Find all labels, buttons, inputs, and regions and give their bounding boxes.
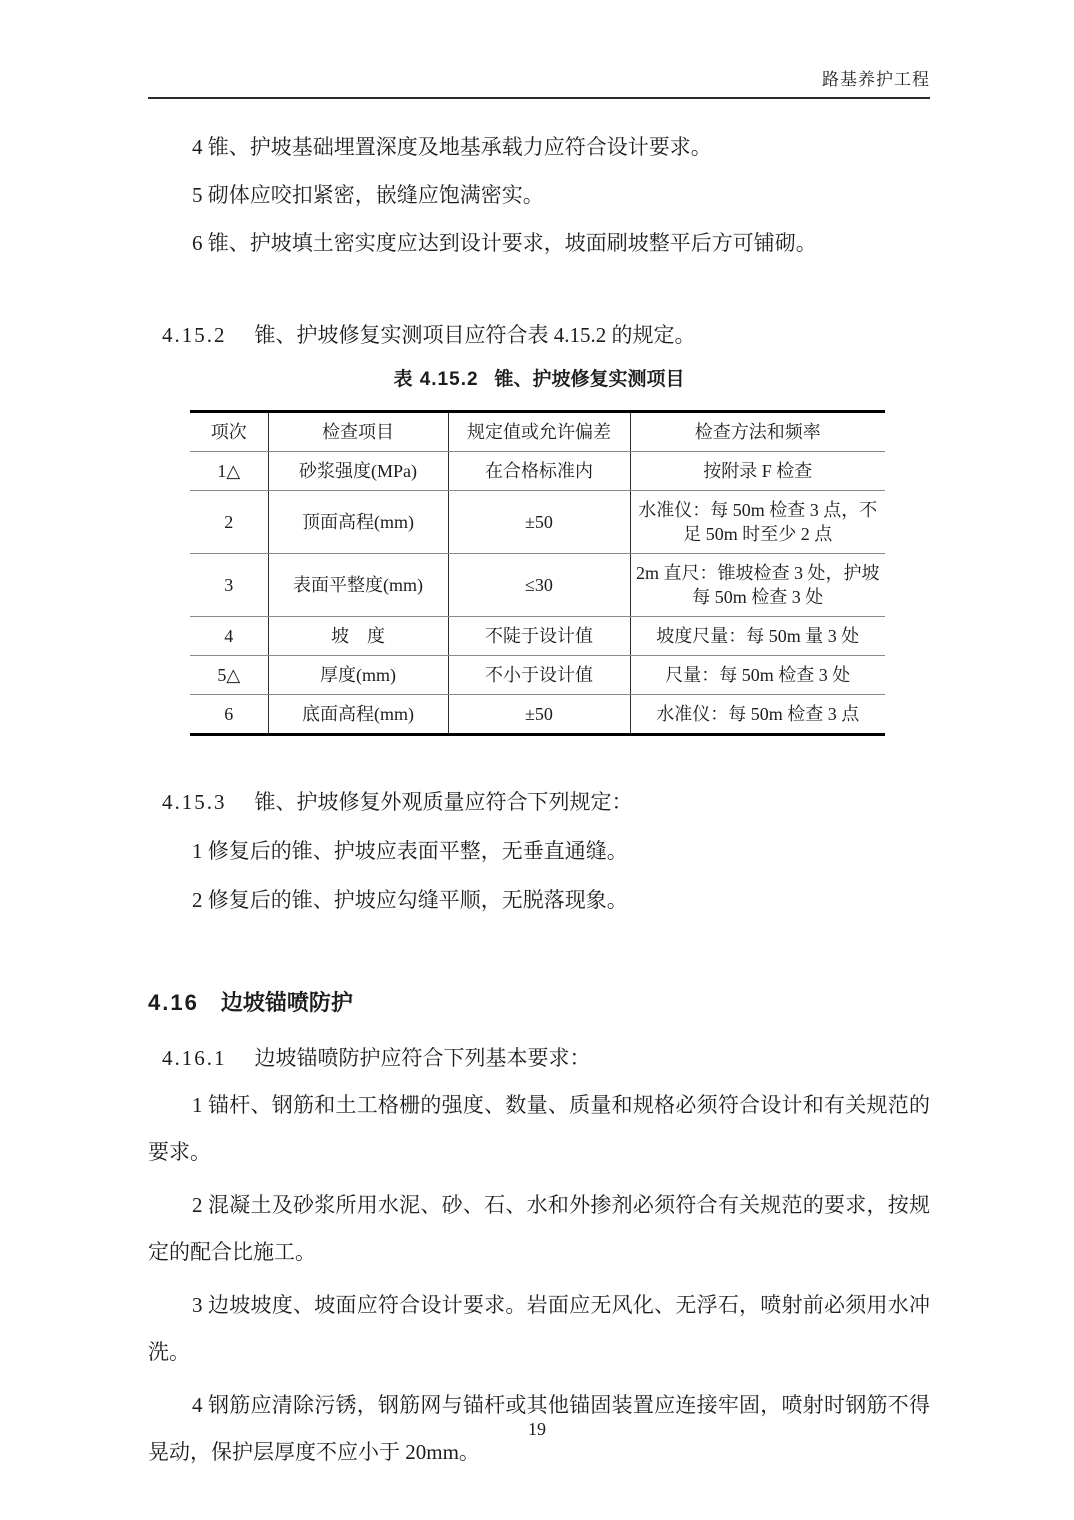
table-caption-title: 锥、护坡修复实测项目 xyxy=(494,369,685,390)
section-text: 锥、护坡修复外观质量应符合下列规定： xyxy=(254,790,633,814)
section-heading-4-15-3 xyxy=(148,790,930,814)
clause-item: 2 混凝土及砂浆所用水泥、砂、石、水和外掺剂必须符合有关规范的要求，按规定的配合比施工。 xyxy=(148,1193,930,1264)
table-cell: 4 xyxy=(190,617,268,656)
page-number: 19 xyxy=(528,1419,546,1439)
clause-item: 3 边坡坡度、坡面应符合设计要求。岩面应无风化、无浮石，喷射前必须用水冲洗。 xyxy=(148,1293,930,1364)
section-text: 锥、护坡修复实测项目应符合表 4.15.2 的规定。 xyxy=(254,323,696,347)
clause-item: 2 修复后的锥、护坡应勾缝平顺，无脱落现象。 xyxy=(192,888,628,912)
table-cell: 底面高程(mm) xyxy=(268,695,448,735)
table-caption-number: 表 4.15.2 xyxy=(393,369,479,390)
table-cell: 6 xyxy=(224,704,234,724)
table-cell: 5△ xyxy=(190,656,268,695)
clause-item: 4 钢筋应清除污锈，钢筋网与锚杆或其他锚固装置应连接牢固，喷射时钢筋不得晃动，保护层厚度不应小于 20mm。 xyxy=(148,1393,930,1464)
table-cell: 1△ xyxy=(190,452,268,491)
section-heading-4-15-2 xyxy=(148,323,930,347)
table-cell: 水准仪：每 50m 检查 3 点，不足 50m 时至少 2 点 xyxy=(630,491,885,554)
table-cell: ±50 xyxy=(448,491,630,554)
section-number: 4.15.2 xyxy=(162,323,227,347)
table-cell: 按附录 F 检查 xyxy=(630,452,885,491)
table-row xyxy=(190,617,885,656)
table-cell: 表面平整度(mm) xyxy=(268,554,448,617)
table-cell: 3 xyxy=(190,554,268,617)
table-cell: 砂浆强度(MPa) xyxy=(268,452,448,491)
page-header xyxy=(148,70,930,99)
section-heading-4-16-1 xyxy=(148,1046,930,1070)
table-header-row xyxy=(190,412,885,452)
table-cell: ±50 xyxy=(448,695,630,735)
section-text: 边坡锚喷防护应符合下列基本要求： xyxy=(254,1046,591,1070)
table-cell: ≤30 xyxy=(448,554,630,617)
table-row xyxy=(190,695,885,735)
table-cell: 2 xyxy=(190,491,268,554)
clause-list xyxy=(148,1082,930,1476)
clause-item: 6 锥、护坡填土密实度应达到设计要求，坡面刷坡整平后方可铺砌。 xyxy=(192,231,817,255)
table-cell: 不陡于设计值 xyxy=(448,617,630,656)
clause-item: 1 修复后的锥、护坡应表面平整，无垂直通缝。 xyxy=(192,839,628,863)
table-cell: 坡度尺量：每 50m 量 3 处 xyxy=(630,617,885,656)
table-cell: 不小于设计值 xyxy=(448,656,630,695)
table-body xyxy=(190,452,885,735)
table-cell: 2m 直尺：锥坡检查 3 处，护坡每 50m 检查 3 处 xyxy=(630,554,885,617)
table-cell: 在合格标准内 xyxy=(448,452,630,491)
table-header-cell: 检查方法和频率 xyxy=(630,412,885,452)
clause-item: 1 锚杆、钢筋和土工格栅的强度、数量、质量和规格必须符合设计和有关规范的要求。 xyxy=(148,1093,930,1164)
table-cell: 坡 度 xyxy=(268,617,448,656)
table-caption xyxy=(148,369,930,391)
table-row xyxy=(190,452,885,491)
section-title: 边坡锚喷防护 xyxy=(220,990,353,1015)
table-row xyxy=(190,491,885,554)
table-cell: 水准仪：每 50m 检查 3 点 xyxy=(630,695,885,735)
table-cell: 尺量：每 50m 检查 3 处 xyxy=(630,656,885,695)
table-row xyxy=(190,656,885,695)
clause-item: 5 砌体应咬扣紧密，嵌缝应饱满密实。 xyxy=(192,183,544,207)
table-head xyxy=(190,412,885,452)
section-heading-4-16 xyxy=(148,990,930,1016)
section-number: 4.16.1 xyxy=(162,1046,227,1070)
table-cell: 厚度(mm) xyxy=(268,656,448,695)
table-header-cell: 规定值或允许偏差 xyxy=(448,412,630,452)
running-header-title: 路基养护工程 xyxy=(822,70,930,89)
inspection-items-table xyxy=(190,410,885,736)
table-row xyxy=(190,554,885,617)
table-header-cell: 检查项目 xyxy=(268,412,448,452)
section-number: 4.15.3 xyxy=(162,790,227,814)
section-number: 4.16 xyxy=(148,990,199,1015)
page-content xyxy=(148,136,930,1482)
table-header-cell: 项次 xyxy=(190,412,268,452)
clause-item: 4 锥、护坡基础埋置深度及地基承载力应符合设计要求。 xyxy=(192,135,712,159)
table-cell: 顶面高程(mm) xyxy=(268,491,448,554)
